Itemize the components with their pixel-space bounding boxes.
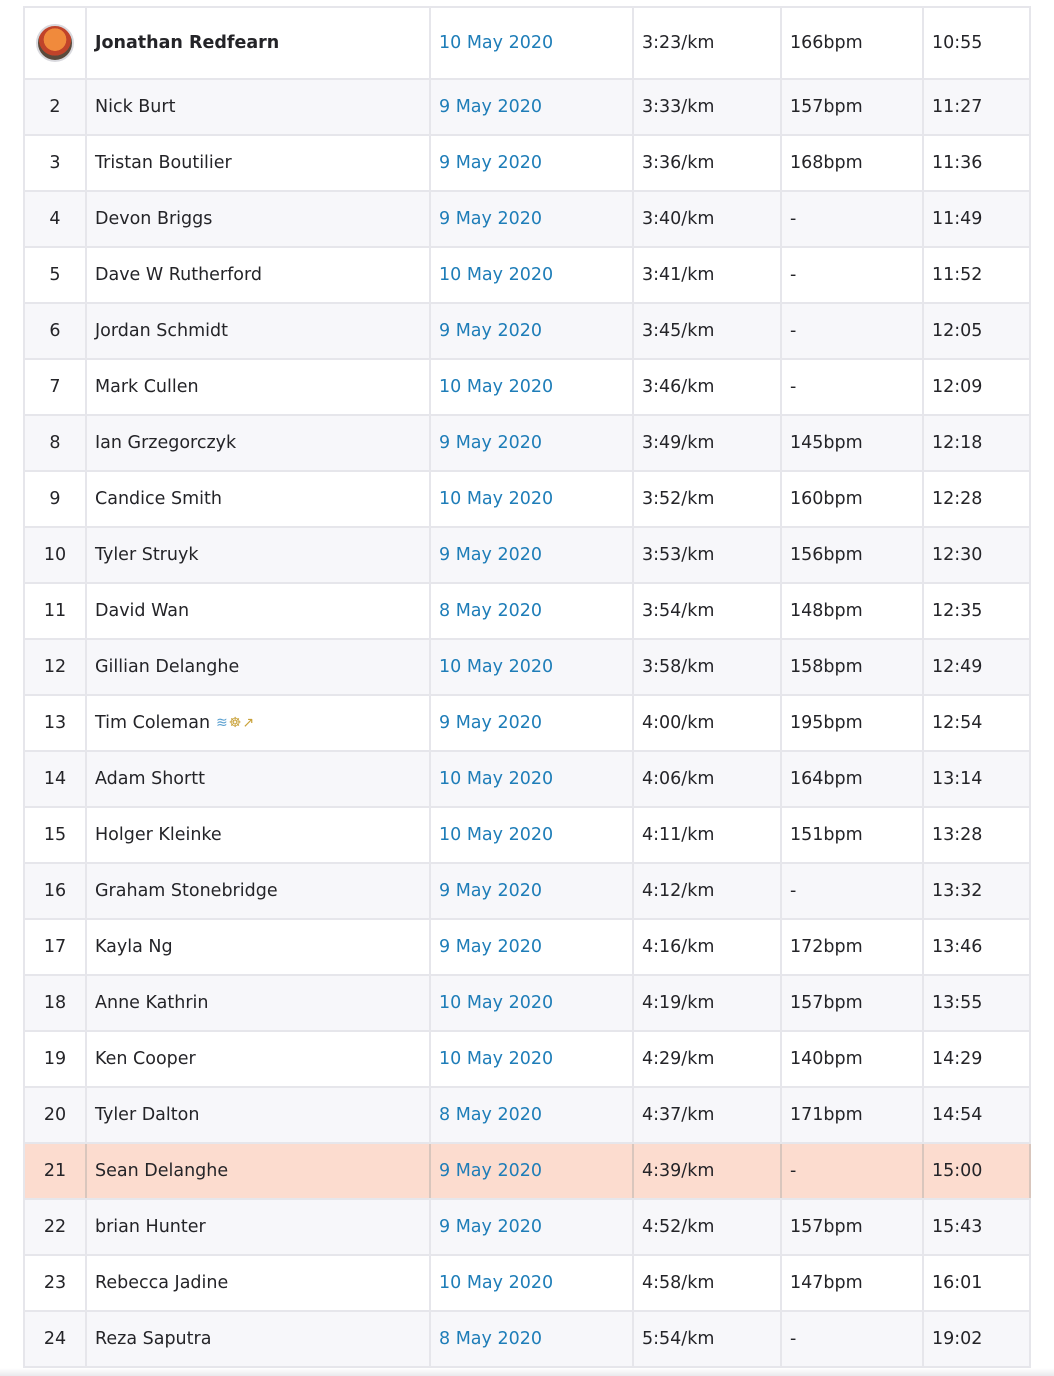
activity-date-link[interactable]: 10 May 2020: [439, 377, 554, 397]
rank-cell: [24, 471, 86, 527]
rank-cell: [24, 247, 86, 303]
athlete-name-link[interactable]: Tyler Struyk: [95, 545, 199, 565]
time-cell: 15:00: [923, 1143, 1030, 1199]
heart-rate-cell: -: [781, 863, 923, 919]
date-cell: [430, 191, 633, 247]
rank-value: 5: [49, 265, 61, 285]
table-row: [24, 415, 1030, 471]
scroll-shadow: [0, 1368, 1054, 1376]
date-cell: [430, 1255, 633, 1311]
rank-value: 2: [49, 97, 61, 117]
time-cell: 15:43: [923, 1199, 1030, 1255]
heart-rate-cell: -: [781, 359, 923, 415]
athlete-cell: [86, 79, 430, 135]
rank-cell: [24, 79, 86, 135]
date-cell: [430, 1087, 633, 1143]
athlete-cell: [86, 359, 430, 415]
athlete-name-link[interactable]: David Wan: [95, 601, 190, 621]
rank-cell: [24, 863, 86, 919]
athlete-name-link[interactable]: Gillian Delanghe: [95, 657, 240, 677]
heart-rate-cell: 145bpm: [781, 415, 923, 471]
date-cell: [430, 527, 633, 583]
athlete-cell: [86, 1087, 430, 1143]
heart-rate-cell: 140bpm: [781, 1031, 923, 1087]
athlete-cell: [86, 863, 430, 919]
rank-value: 24: [43, 1329, 67, 1349]
heart-rate-cell: 157bpm: [781, 1199, 923, 1255]
table-row: [24, 975, 1030, 1031]
pace-cell: 4:39/km: [633, 1143, 781, 1199]
date-cell: [430, 1143, 633, 1199]
time-cell: 11:27: [923, 79, 1030, 135]
rank-value: 21: [43, 1161, 67, 1181]
table-row: [24, 359, 1030, 415]
pace-cell: 3:49/km: [633, 415, 781, 471]
athlete-name-link[interactable]: Adam Shortt: [95, 769, 205, 789]
athlete-name-link[interactable]: Devon Briggs: [95, 209, 213, 229]
rank-cell: [24, 1255, 86, 1311]
time-cell: 12:18: [923, 415, 1030, 471]
date-cell: [430, 639, 633, 695]
time-cell: 13:32: [923, 863, 1030, 919]
activity-date-link[interactable]: 9 May 2020: [439, 433, 542, 453]
rank-cell: [24, 303, 86, 359]
table-row: [24, 1311, 1030, 1367]
activity-date-link[interactable]: 10 May 2020: [439, 1049, 554, 1069]
rank-cell: [24, 695, 86, 751]
rank-value: 17: [43, 937, 67, 957]
pace-cell: 4:16/km: [633, 919, 781, 975]
time-cell: 14:54: [923, 1087, 1030, 1143]
pace-cell: 4:37/km: [633, 1087, 781, 1143]
table-row: [24, 1255, 1030, 1311]
heart-rate-cell: 166bpm: [781, 7, 923, 79]
table-row: [24, 527, 1030, 583]
time-cell: 12:49: [923, 639, 1030, 695]
athlete-cell: [86, 975, 430, 1031]
athlete-cell: [86, 807, 430, 863]
rank-cell: [24, 1311, 86, 1367]
heart-rate-cell: 171bpm: [781, 1087, 923, 1143]
date-cell: [430, 919, 633, 975]
time-cell: 10:55: [923, 7, 1030, 79]
time-cell: 16:01: [923, 1255, 1030, 1311]
pace-cell: 3:46/km: [633, 359, 781, 415]
athlete-name-link[interactable]: Jordan Schmidt: [95, 321, 228, 341]
athlete-name-link[interactable]: Kayla Ng: [95, 937, 173, 957]
date-cell: [430, 303, 633, 359]
rank-value: 11: [43, 601, 67, 621]
pace-cell: 3:23/km: [633, 7, 781, 79]
table-row-current-athlete: [24, 1143, 1030, 1199]
athlete-name-link[interactable]: Rebecca Jadine: [95, 1273, 229, 1293]
athlete-name-link[interactable]: Reza Saputra: [95, 1329, 212, 1349]
heart-rate-cell: 148bpm: [781, 583, 923, 639]
table-row: [24, 135, 1030, 191]
segment-leaderboard-table: [23, 6, 1031, 1368]
activity-date-link[interactable]: 9 May 2020: [439, 881, 542, 901]
rank-value: 9: [49, 489, 61, 509]
date-cell: [430, 1311, 633, 1367]
athlete-name-link[interactable]: Ian Grzegorczyk: [95, 433, 237, 453]
table-row: [24, 1199, 1030, 1255]
pace-cell: 4:00/km: [633, 695, 781, 751]
athlete-cell: [86, 695, 430, 751]
time-cell: 13:55: [923, 975, 1030, 1031]
activity-date-link[interactable]: 10 May 2020: [439, 993, 554, 1013]
rank-value: 7: [49, 377, 61, 397]
athlete-cell: [86, 639, 430, 695]
run-icon: ↗: [242, 715, 256, 731]
rank-value: 10: [43, 545, 67, 565]
activity-date-link[interactable]: 10 May 2020: [439, 489, 554, 509]
rank-cell: [24, 1031, 86, 1087]
swim-icon: ≋: [216, 715, 229, 731]
heart-rate-cell: 168bpm: [781, 135, 923, 191]
bike-icon: ☸: [228, 715, 243, 731]
table-row: [24, 807, 1030, 863]
athlete-cell: [86, 415, 430, 471]
rank-value: 22: [43, 1217, 67, 1237]
table-row: [24, 79, 1030, 135]
athlete-cell: [86, 1255, 430, 1311]
athlete-name-link[interactable]: Nick Burt: [95, 97, 176, 117]
table-row: [24, 583, 1030, 639]
athlete-cell: [86, 919, 430, 975]
activity-date-link[interactable]: 8 May 2020: [439, 1105, 542, 1125]
pace-cell: 4:06/km: [633, 751, 781, 807]
athlete-cell: [86, 1311, 430, 1367]
table-row: [24, 7, 1030, 79]
rank-cell: [24, 135, 86, 191]
date-cell: [430, 359, 633, 415]
rank-cell: [24, 583, 86, 639]
date-cell: [430, 695, 633, 751]
pace-cell: 4:11/km: [633, 807, 781, 863]
athlete-cell: [86, 303, 430, 359]
heart-rate-cell: -: [781, 247, 923, 303]
activity-date-link[interactable]: 10 May 2020: [439, 825, 554, 845]
activity-date-link[interactable]: 9 May 2020: [439, 713, 542, 733]
table-row: [24, 863, 1030, 919]
rank-cell: [24, 639, 86, 695]
pace-cell: 3:58/km: [633, 639, 781, 695]
heart-rate-cell: -: [781, 1311, 923, 1367]
time-cell: 19:02: [923, 1311, 1030, 1367]
heart-rate-cell: 147bpm: [781, 1255, 923, 1311]
time-cell: 12:35: [923, 583, 1030, 639]
rank-value: 19: [43, 1049, 67, 1069]
sport-badges: [216, 715, 255, 731]
date-cell: [430, 807, 633, 863]
activity-date-link[interactable]: 10 May 2020: [439, 657, 554, 677]
rank-value: 4: [49, 209, 61, 229]
heart-rate-cell: 160bpm: [781, 471, 923, 527]
activity-date-link[interactable]: 8 May 2020: [439, 1329, 542, 1349]
activity-date-link[interactable]: 9 May 2020: [439, 97, 542, 117]
heart-rate-cell: -: [781, 191, 923, 247]
rank-cell: [24, 1087, 86, 1143]
date-cell: [430, 863, 633, 919]
activity-date-link[interactable]: 10 May 2020: [439, 33, 554, 53]
athlete-name-link[interactable]: Tim Coleman: [95, 713, 211, 733]
date-cell: [430, 247, 633, 303]
athlete-name-link[interactable]: Anne Kathrin: [95, 993, 209, 1013]
pace-cell: 4:58/km: [633, 1255, 781, 1311]
athlete-cell: [86, 135, 430, 191]
time-cell: 11:49: [923, 191, 1030, 247]
rank-value: 6: [49, 321, 61, 341]
table-row: [24, 1087, 1030, 1143]
rank-cell: [24, 7, 86, 79]
athlete-cell: [86, 751, 430, 807]
rank-value: 15: [43, 825, 67, 845]
rank-cell: [24, 1199, 86, 1255]
athlete-name-link[interactable]: Dave W Rutherford: [95, 265, 262, 285]
athlete-cell: [86, 1143, 430, 1199]
date-cell: [430, 415, 633, 471]
date-cell: [430, 471, 633, 527]
pace-cell: 4:29/km: [633, 1031, 781, 1087]
table-row: [24, 471, 1030, 527]
rank-cell: [24, 919, 86, 975]
athlete-name-link[interactable]: Tyler Dalton: [95, 1105, 200, 1125]
pace-cell: 4:52/km: [633, 1199, 781, 1255]
athlete-cell: [86, 247, 430, 303]
athlete-name-link[interactable]: brian Hunter: [95, 1217, 206, 1237]
activity-date-link[interactable]: 9 May 2020: [439, 937, 542, 957]
time-cell: 12:28: [923, 471, 1030, 527]
heart-rate-cell: 158bpm: [781, 639, 923, 695]
pace-cell: 3:52/km: [633, 471, 781, 527]
pace-cell: 3:33/km: [633, 79, 781, 135]
table-row: [24, 191, 1030, 247]
athlete-cell: [86, 191, 430, 247]
time-cell: 12:54: [923, 695, 1030, 751]
rank-value: 8: [49, 433, 61, 453]
date-cell: [430, 79, 633, 135]
rank-value: 23: [43, 1273, 67, 1293]
pace-cell: 3:36/km: [633, 135, 781, 191]
time-cell: 14:29: [923, 1031, 1030, 1087]
heart-rate-cell: -: [781, 303, 923, 359]
table-row: [24, 247, 1030, 303]
date-cell: [430, 975, 633, 1031]
activity-date-link[interactable]: 10 May 2020: [439, 265, 554, 285]
pace-cell: 3:40/km: [633, 191, 781, 247]
athlete-name-link[interactable]: Holger Kleinke: [95, 825, 222, 845]
athlete-name-link[interactable]: Tristan Boutilier: [95, 153, 232, 173]
activity-date-link[interactable]: 9 May 2020: [439, 1161, 542, 1181]
table-row: [24, 303, 1030, 359]
rank-cell: [24, 975, 86, 1031]
rank-value: 16: [43, 881, 67, 901]
rank-cell: [24, 415, 86, 471]
rank-value: 13: [43, 713, 67, 733]
table-row: [24, 919, 1030, 975]
athlete-name-link[interactable]: Ken Cooper: [95, 1049, 196, 1069]
heart-rate-cell: 195bpm: [781, 695, 923, 751]
athlete-cell: [86, 471, 430, 527]
time-cell: 11:36: [923, 135, 1030, 191]
rank-cell: [24, 751, 86, 807]
time-cell: 11:52: [923, 247, 1030, 303]
rank-cell: [24, 359, 86, 415]
date-cell: [430, 583, 633, 639]
heart-rate-cell: 172bpm: [781, 919, 923, 975]
rank-value: 12: [43, 657, 67, 677]
activity-date-link[interactable]: 10 May 2020: [439, 769, 554, 789]
date-cell: [430, 7, 633, 79]
pace-cell: 3:53/km: [633, 527, 781, 583]
activity-date-link[interactable]: 10 May 2020: [439, 1273, 554, 1293]
time-cell: 12:05: [923, 303, 1030, 359]
athlete-name-link[interactable]: Candice Smith: [95, 489, 222, 509]
rank-cell: [24, 191, 86, 247]
time-cell: 13:28: [923, 807, 1030, 863]
pace-cell: 3:45/km: [633, 303, 781, 359]
rank-value: 20: [43, 1105, 67, 1125]
pace-cell: 4:19/km: [633, 975, 781, 1031]
athlete-name-link[interactable]: Jonathan Redfearn: [95, 33, 280, 53]
athlete-name-link[interactable]: Graham Stonebridge: [95, 881, 278, 901]
rank-value: 14: [43, 769, 67, 789]
date-cell: [430, 1199, 633, 1255]
athlete-name-link[interactable]: Mark Cullen: [95, 377, 199, 397]
pace-cell: 3:54/km: [633, 583, 781, 639]
heart-rate-cell: 156bpm: [781, 527, 923, 583]
athlete-avatar[interactable]: [36, 24, 74, 62]
heart-rate-cell: -: [781, 1143, 923, 1199]
pace-cell: 3:41/km: [633, 247, 781, 303]
activity-date-link[interactable]: 9 May 2020: [439, 1217, 542, 1237]
table-row: [24, 751, 1030, 807]
activity-date-link[interactable]: 8 May 2020: [439, 601, 542, 621]
rank-cell: [24, 807, 86, 863]
athlete-cell: [86, 7, 430, 79]
athlete-cell: [86, 527, 430, 583]
date-cell: [430, 1031, 633, 1087]
table-row: [24, 639, 1030, 695]
rank-value: 18: [43, 993, 67, 1013]
date-cell: [430, 751, 633, 807]
athlete-cell: [86, 583, 430, 639]
time-cell: 12:30: [923, 527, 1030, 583]
heart-rate-cell: 157bpm: [781, 975, 923, 1031]
rank-cell: [24, 1143, 86, 1199]
athlete-cell: [86, 1031, 430, 1087]
rank-value: 3: [49, 153, 61, 173]
rank-cell: [24, 527, 86, 583]
athlete-name-link[interactable]: Sean Delanghe: [95, 1161, 229, 1181]
table-row: [24, 695, 1030, 751]
activity-date-link[interactable]: 9 May 2020: [439, 209, 542, 229]
heart-rate-cell: 164bpm: [781, 751, 923, 807]
time-cell: 12:09: [923, 359, 1030, 415]
pace-cell: 4:12/km: [633, 863, 781, 919]
heart-rate-cell: 157bpm: [781, 79, 923, 135]
time-cell: 13:46: [923, 919, 1030, 975]
pace-cell: 5:54/km: [633, 1311, 781, 1367]
activity-date-link[interactable]: 9 May 2020: [439, 153, 542, 173]
activity-date-link[interactable]: 9 May 2020: [439, 545, 542, 565]
time-cell: 13:14: [923, 751, 1030, 807]
heart-rate-cell: 151bpm: [781, 807, 923, 863]
date-cell: [430, 135, 633, 191]
activity-date-link[interactable]: 9 May 2020: [439, 321, 542, 341]
athlete-cell: [86, 1199, 430, 1255]
table-row: [24, 1031, 1030, 1087]
